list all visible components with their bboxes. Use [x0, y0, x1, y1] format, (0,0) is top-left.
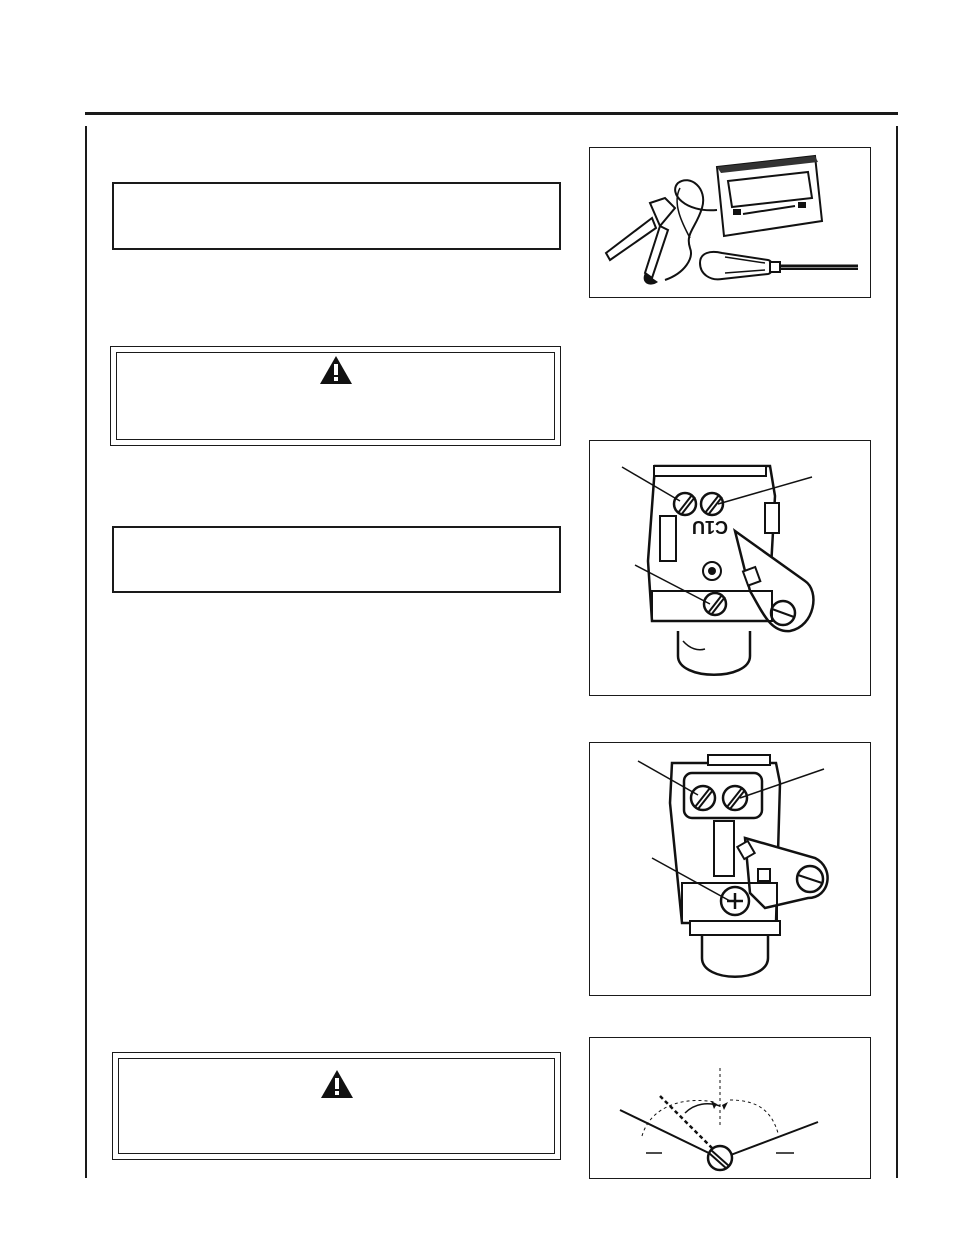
note-box [112, 526, 561, 593]
screwdriver-icon [700, 252, 858, 279]
needle-rotation-diagram [589, 1037, 871, 1179]
idle-speed-screw-icon [721, 887, 749, 915]
warning-box [110, 346, 561, 446]
header-rule [85, 112, 898, 115]
left-column-rule [85, 126, 87, 1178]
svg-text:C1U: C1U [691, 517, 728, 537]
warning-box [112, 1052, 561, 1160]
warning-triangle-icon [319, 355, 353, 390]
idle-speed-screw-icon [704, 593, 726, 615]
alligator-clip-icon [606, 198, 675, 285]
note-box [112, 182, 561, 250]
high-speed-needle-icon [674, 493, 696, 515]
adjustment-screw-icon [708, 1146, 732, 1170]
low-speed-needle-icon [723, 786, 747, 810]
high-speed-needle-icon [691, 786, 715, 810]
tachometer-icon [717, 156, 822, 236]
right-column-rule [896, 126, 898, 1178]
carburetor-adjustment-diagram-1 [589, 440, 871, 696]
carburetor-adjustment-diagram-2 [589, 742, 871, 996]
warning-triangle-icon [320, 1069, 354, 1104]
tools-illustration [589, 147, 871, 298]
